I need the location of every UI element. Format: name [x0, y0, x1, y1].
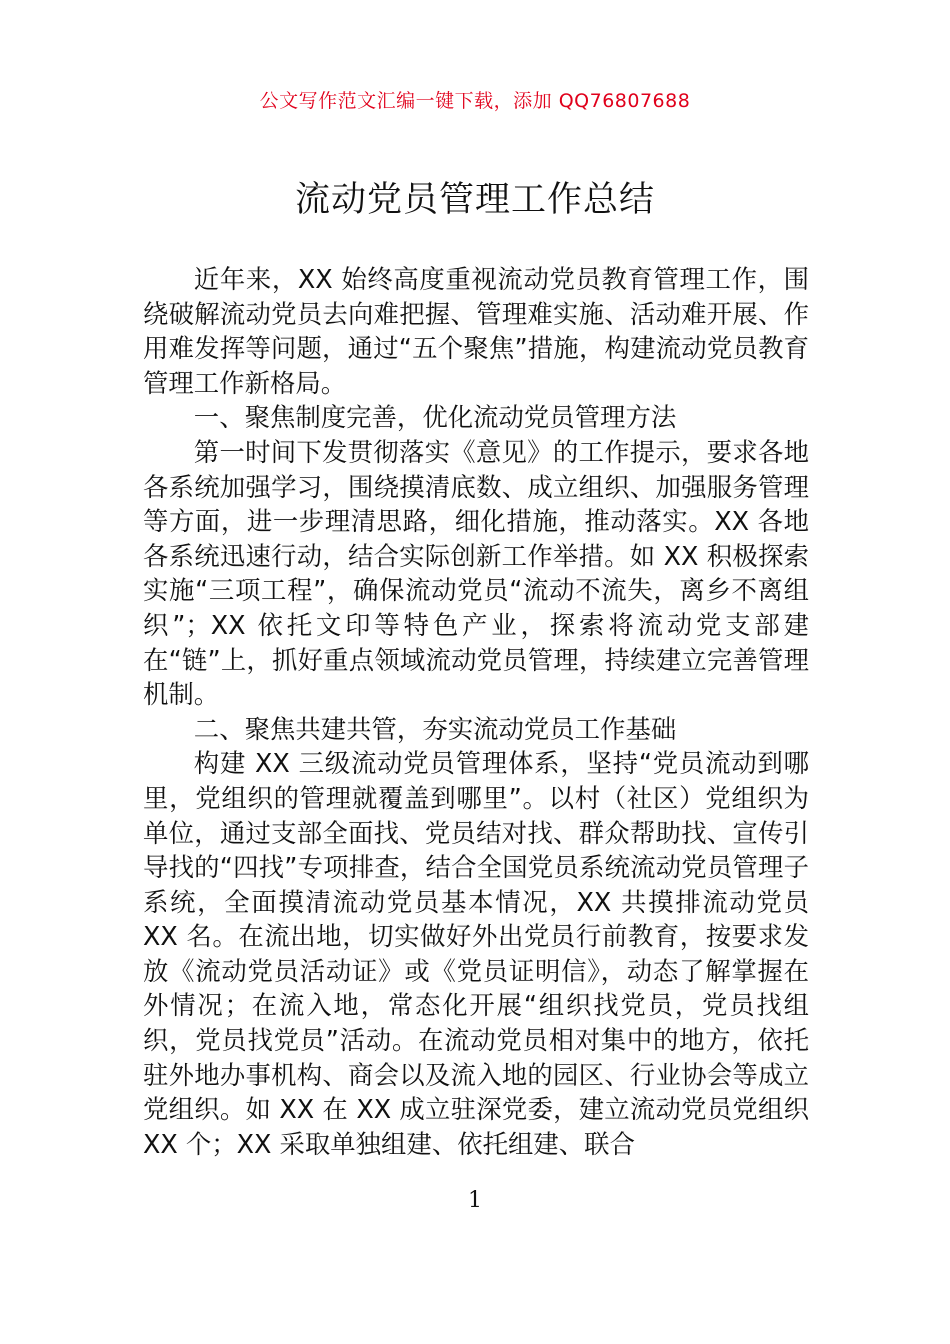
section-heading-2: 二、聚焦共建共管，夯实流动党员工作基础: [193, 713, 677, 744]
document-body: [143, 262, 809, 1161]
paragraph-section-2: 构建 XX 三级流动党员管理体系，坚持“党员流动到哪里，党组织的管理就覆盖到哪里”。以村（社区）党组织为单位，通过支部全面找、党员结对找、群众帮助找、宣传引导找的“四找”专项排查，结合全国党员系统流动党员管理子系统，全面摸清流动党员基本情况，XX 共摸排流动党员 XX 名。在流出地，切实做好外出党员行前教育，按要求发放《流动党员活动证》或《党员证明信》，动态了解掌握在外情况；在流入地，常态化开展“组织找党员，党员找组织，党员找党员”活动。在流动党员相对集中的地方，依托驻外地办事机构、商会以及流入地的园区、行业协会等成立党组织。如 XX 在 XX 成立驻深党委，建立流动党员党组织 XX 个；XX 采取单独组建、依托组建、联合: [143, 748, 809, 1159]
section-heading-1: 一、聚焦制度完善，优化流动党员管理方法: [193, 402, 677, 433]
page-number: 1: [468, 1188, 482, 1213]
download-notice: 公文写作范文汇编一键下载，添加 QQ76807688: [259, 90, 691, 112]
paragraph-intro: 近年来，XX 始终高度重视流动党员教育管理工作，围绕破解流动党员去向难把握、管理难实施、活动难开展、作用难发挥等问题，通过“五个聚焦”措施，构建流动党员教育管理工作新格局。: [143, 264, 809, 398]
paragraph-section-1: 第一时间下发贯彻落实《意见》的工作提示，要求各地各系统加强学习，围绕摸清底数、成立组织、加强服务管理等方面，进一步理清思路，细化措施，推动落实。XX 各地各系统迅速行动，结合实际创新工作举措。如 XX 积极探索实施“三项工程”，确保流动党员“流动不流失，离乡不离组织”；XX 依托文印等特色产业，探索将流动党支部建在“链”上，抓好重点领域流动党员管理，持续建立完善管理机制。: [143, 436, 809, 710]
document-title: 流动党员管理工作总结: [294, 180, 655, 220]
